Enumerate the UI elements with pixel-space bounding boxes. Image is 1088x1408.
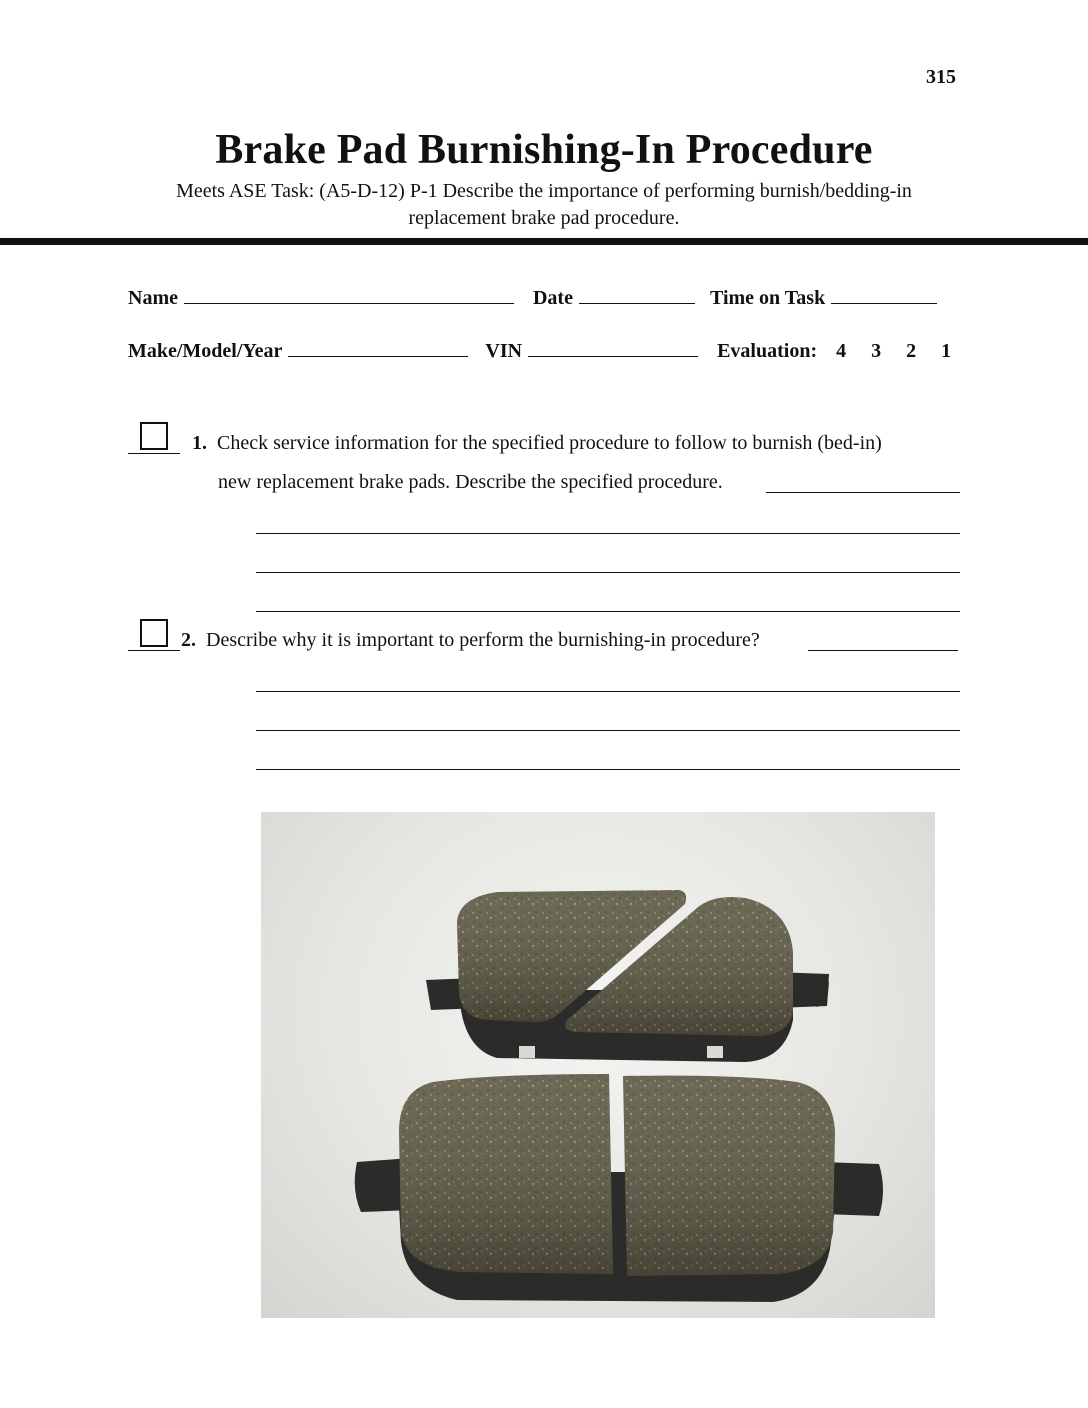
date-label: Date bbox=[532, 287, 573, 309]
step-1-line-2 bbox=[218, 470, 723, 494]
evaluation-score-1[interactable]: 1 bbox=[941, 340, 952, 362]
header-divider bbox=[0, 238, 1088, 245]
page-number: 315 bbox=[926, 66, 956, 88]
upper-brake-pad bbox=[426, 890, 829, 1062]
evaluation-score-3[interactable]: 3 bbox=[871, 340, 882, 362]
step-1-checkbox[interactable] bbox=[140, 422, 168, 450]
subtitle-line-2: replacement brake pad procedure. bbox=[408, 207, 680, 229]
make-model-year-label: Make/Model/Year bbox=[128, 340, 283, 362]
step-1-line-1 bbox=[192, 431, 882, 455]
step-1-answer-line-1[interactable] bbox=[256, 533, 960, 534]
step-2-check-line bbox=[128, 650, 180, 651]
step-1-answer-line-3[interactable] bbox=[256, 611, 960, 612]
step-1-number: 1. bbox=[192, 432, 207, 454]
evaluation-score-4[interactable]: 4 bbox=[836, 340, 847, 362]
evaluation-score-2[interactable]: 2 bbox=[906, 340, 917, 362]
make-model-year-field[interactable] bbox=[288, 338, 468, 357]
step-1-text-continued: new replacement brake pads. Describe the specified procedure. bbox=[218, 471, 723, 493]
step-2-answer-line-0[interactable] bbox=[808, 650, 958, 651]
step-2-answer-line-2[interactable] bbox=[256, 730, 960, 731]
date-field[interactable] bbox=[579, 285, 695, 304]
step-2-line-1 bbox=[181, 628, 760, 652]
lower-brake-pad bbox=[355, 1074, 883, 1302]
step-2-checkbox[interactable] bbox=[140, 619, 168, 647]
step-2-answer-line-1[interactable] bbox=[256, 691, 960, 692]
name-field[interactable] bbox=[184, 285, 514, 304]
step-2-number: 2. bbox=[181, 629, 196, 651]
step-2-answer-line-3[interactable] bbox=[256, 769, 960, 770]
evaluation-label: Evaluation: bbox=[717, 340, 818, 362]
ase-task-description bbox=[120, 178, 968, 232]
step-1-check-line bbox=[128, 453, 180, 454]
step-1-answer-line-2[interactable] bbox=[256, 572, 960, 573]
student-info-row bbox=[128, 285, 937, 310]
vehicle-info-row bbox=[128, 338, 951, 363]
vin-label: VIN bbox=[485, 340, 523, 362]
brake-pads-photo bbox=[261, 812, 935, 1318]
subtitle-line-1: Meets ASE Task: (A5-D-12) P-1 Describe the importance of performing burnish/bedding-in bbox=[176, 180, 912, 202]
time-on-task-label: Time on Task bbox=[709, 287, 826, 309]
step-1-answer-line-0[interactable] bbox=[766, 492, 960, 493]
time-on-task-field[interactable] bbox=[831, 285, 937, 304]
vin-field[interactable] bbox=[528, 338, 698, 357]
step-1-text: Check service information for the specified procedure to follow to burnish (bed-in) bbox=[217, 432, 882, 454]
page-title: Brake Pad Burnishing-In Procedure bbox=[215, 127, 873, 173]
step-2-text: Describe why it is important to perform the burnishing-in procedure? bbox=[206, 629, 760, 651]
name-label: Name bbox=[128, 287, 178, 309]
